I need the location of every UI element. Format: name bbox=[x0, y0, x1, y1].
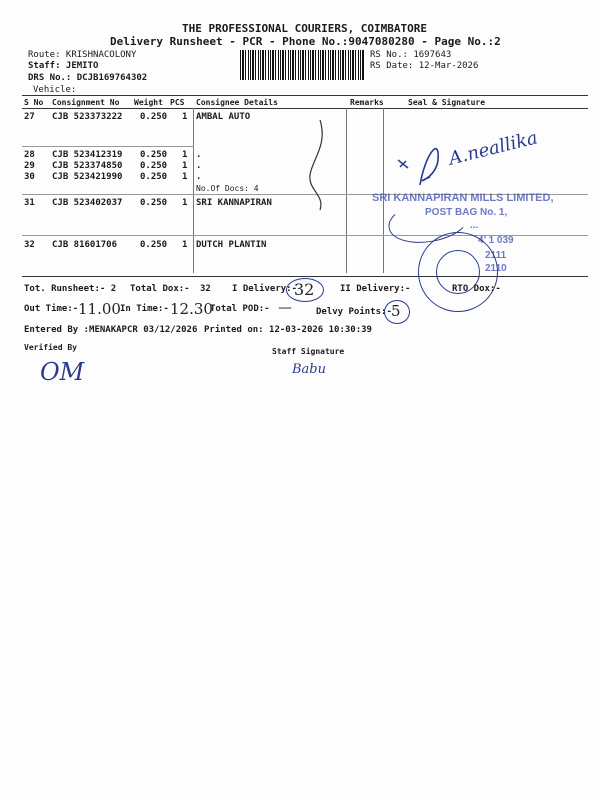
row-weight: 0.250 bbox=[140, 172, 168, 182]
row-divider bbox=[22, 146, 194, 147]
table-top-rule bbox=[22, 95, 588, 96]
entered-by: Entered By :MENAKAPCR 03/12/2026 bbox=[24, 325, 198, 335]
mill-stamp-line3: ... bbox=[470, 220, 479, 231]
drs-number: DRS No.: DCJB169764302 bbox=[28, 73, 148, 83]
total-dox-value: 32 bbox=[200, 284, 211, 294]
col-consignment: Consignment No bbox=[52, 98, 120, 107]
column-divider bbox=[193, 108, 194, 273]
row-consignee: DUTCH PLANTIN bbox=[196, 240, 267, 250]
row-sno: 31 bbox=[24, 198, 35, 208]
in-time-handwritten: 12.30 bbox=[170, 300, 213, 318]
row-sno: 29 bbox=[24, 161, 35, 171]
mill-stamp-line6: 2110 bbox=[485, 263, 507, 274]
rto-dox-label: RTO Dox:- bbox=[452, 284, 501, 294]
col-remarks: Remarks bbox=[350, 98, 384, 107]
row-consignee: . bbox=[196, 172, 202, 182]
barcode bbox=[240, 50, 365, 80]
row-sno: 30 bbox=[24, 172, 35, 182]
row-consignee: AMBAL AUTO bbox=[196, 112, 251, 122]
row-consignee: SRI KANNAPIRAN bbox=[196, 198, 272, 208]
rs-number: RS No.: 1697643 bbox=[370, 50, 452, 60]
mill-stamp-line5: 2111 bbox=[485, 250, 507, 261]
row-consignee: . bbox=[196, 150, 202, 160]
table-header-rule bbox=[22, 108, 588, 109]
i-delivery-handwritten: 32 bbox=[294, 280, 315, 299]
mill-stamp-line4: 4’ 1 039 bbox=[478, 235, 514, 246]
row-pcs: 1 bbox=[182, 198, 188, 208]
col-seal-signature: Seal & Signature bbox=[408, 98, 486, 107]
printed-on: Printed on: 12-03-2026 10:30:39 bbox=[204, 325, 372, 335]
row-consignment: CJB 523421990 bbox=[52, 172, 123, 182]
runsheet-subtitle: Delivery Runsheet - PCR - Phone No.:9047080280 - Page No.:2 bbox=[110, 35, 501, 48]
staff-signature-label: Staff Signature bbox=[272, 347, 345, 356]
tot-runsheet: Tot. Runsheet:- 2 bbox=[24, 284, 117, 294]
i-delivery-label: I Delivery:- bbox=[232, 284, 298, 294]
staff-label: Staff: JEMITO bbox=[28, 61, 99, 71]
consignee-signature: A.neallika bbox=[446, 127, 540, 170]
total-pod-handwritten: — bbox=[278, 300, 292, 316]
ii-delivery-label: II Delivery:- bbox=[340, 284, 411, 294]
row-sno: 27 bbox=[24, 112, 35, 122]
delvy-points-handwritten: 5 bbox=[391, 302, 401, 320]
no-of-docs: No.Of Docs: 4 bbox=[196, 184, 259, 193]
total-pod-label: Total POD:- bbox=[210, 304, 270, 314]
row-weight: 0.250 bbox=[140, 198, 168, 208]
row-pcs: 1 bbox=[182, 240, 188, 250]
delvy-points-label: Delvy Points:- bbox=[316, 307, 392, 317]
row-pcs: 1 bbox=[182, 150, 188, 160]
staff-signature: Babu bbox=[292, 362, 326, 377]
in-time-label: In Time:- bbox=[120, 304, 169, 314]
row-pcs: 1 bbox=[182, 172, 188, 182]
row-consignment: CJB 523402037 bbox=[52, 198, 123, 208]
col-weight: Weight bbox=[134, 98, 163, 107]
row-weight: 0.250 bbox=[140, 112, 168, 122]
row-sno: 28 bbox=[24, 150, 35, 160]
row-consignment: CJB 523374850 bbox=[52, 161, 123, 171]
verified-by-label: Verified By bbox=[24, 343, 77, 352]
row-consignment: CJB 523412319 bbox=[52, 150, 123, 160]
col-sno: S No bbox=[24, 98, 44, 107]
row-consignee: . bbox=[196, 161, 202, 171]
row-consignment: CJB 81601706 bbox=[52, 240, 118, 250]
out-time-handwritten: 11.00 bbox=[78, 300, 121, 318]
row-consignment: CJB 523373222 bbox=[52, 112, 123, 122]
col-pcs: PCS bbox=[170, 98, 185, 107]
mill-stamp-line2: POST BAG No. 1, bbox=[425, 207, 508, 218]
vehicle-label: Vehicle: bbox=[33, 85, 77, 95]
company-title: THE PROFESSIONAL COURIERS, COIMBATORE bbox=[182, 22, 428, 35]
row-weight: 0.250 bbox=[140, 161, 168, 171]
total-dox-label: Total Dox:- bbox=[130, 284, 190, 294]
row-weight: 0.250 bbox=[140, 240, 168, 250]
rs-date: RS Date: 12-Mar-2026 bbox=[370, 61, 479, 71]
row-weight: 0.250 bbox=[140, 150, 168, 160]
row-sno: 32 bbox=[24, 240, 35, 250]
mill-stamp-line1: SRI KANNAPIRAN MILLS LIMITED, bbox=[372, 192, 554, 204]
out-time-label: Out Time:- bbox=[24, 304, 79, 314]
verified-signature: OM bbox=[40, 358, 85, 386]
route-label: Route: KRISHNACOLONY bbox=[28, 50, 137, 60]
col-consignee: Consignee Details bbox=[196, 98, 278, 107]
row-pcs: 1 bbox=[182, 161, 188, 171]
row-pcs: 1 bbox=[182, 112, 188, 122]
